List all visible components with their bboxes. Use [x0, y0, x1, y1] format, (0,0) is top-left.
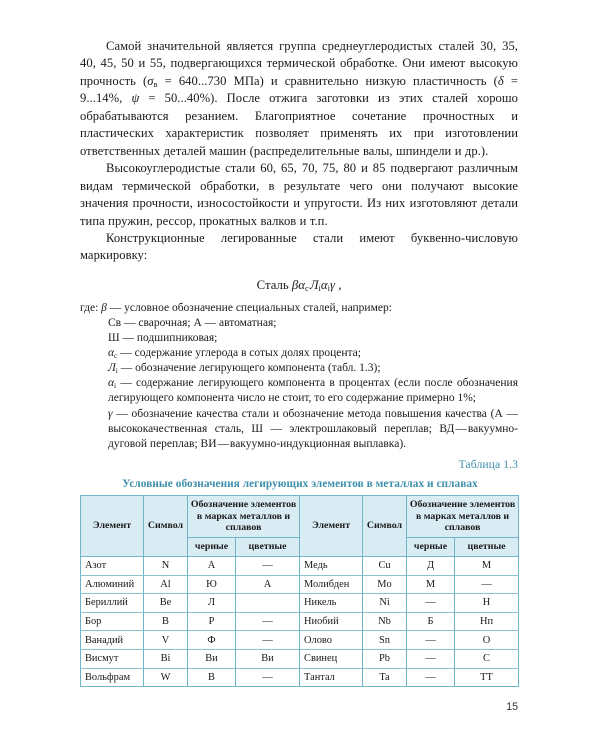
header-group-right: Обозначение элементов в марках металлов и сплавов — [407, 496, 519, 538]
table-cell: Л — [188, 594, 236, 613]
table-cell: Б — [407, 612, 455, 631]
table-cell: Висмут — [81, 649, 144, 668]
table-cell: Sn — [363, 631, 407, 650]
table-cell: А — [188, 557, 236, 576]
table-cell: Молибден — [300, 575, 363, 594]
header-symbol-right: Символ — [363, 496, 407, 557]
table-cell: — — [407, 594, 455, 613]
legend-line-alpha-i: $\alpha_i$ — содержание легирующего компонента в процентах (если после обозначения легирующего компонента число не стоит, то его содержание примерно 1%; — [108, 377, 518, 405]
header-element-left: Элемент — [81, 496, 144, 557]
table-cell: Ю — [188, 575, 236, 594]
table-row — [81, 649, 519, 668]
paragraph-medium-carbon-steels: Самой значительной является группа среднеуглеродистых сталей 30, 35, 40, 45, 50 и 55, подвергающихся термической обработке. Они имеют высокую прочность ($\sigma_в = 640...730$ МПа) и сравнительно низкую пластичность (δ = 9...14%, ψ = 50...40%). После отжига заготовки из этих сталей хорошо обрабатываются резанием. Благоприятное сочетание прочностных и пластических характеристик позволяет применять их при изготовлении ответственных деталей машин (распределительные валы, шпиндели и др.). — [80, 39, 518, 158]
table-cell: М — [407, 575, 455, 594]
table-cell: Нп — [455, 612, 519, 631]
header-symbol-left: Символ — [144, 496, 188, 557]
table-cell: Н — [455, 594, 519, 613]
table-cell: А — [236, 575, 300, 594]
header-sub-color-right: цветные — [455, 538, 519, 557]
legend-line-alpha-c: $\alpha_с$ — содержание углерода в сотых долях процента; — [108, 347, 361, 361]
table-row — [81, 612, 519, 631]
table-cell: Ви — [236, 649, 300, 668]
table-row — [81, 594, 519, 613]
table-cell: Бор — [81, 612, 144, 631]
header-sub-black-left: черные — [188, 538, 236, 557]
table-cell: Ф — [188, 631, 236, 650]
table-cell: — — [236, 612, 300, 631]
legend-line-sv-a: Св — сварочная; А — автоматная; — [108, 316, 277, 329]
table-cell: Тантал — [300, 668, 363, 687]
table-cell: Алюминий — [81, 575, 144, 594]
table-cell: — — [236, 631, 300, 650]
table-cell: Al — [144, 575, 188, 594]
header-sub-black-right: черные — [407, 538, 455, 557]
table-cell: — — [236, 668, 300, 687]
header-group-left: Обозначение элементов в марках металлов и сплавов — [188, 496, 300, 538]
table-cell: W — [144, 668, 188, 687]
table-cell: Бериллий — [81, 594, 144, 613]
table-cell: Р — [188, 612, 236, 631]
table-cell: Медь — [300, 557, 363, 576]
table-cell: Ta — [363, 668, 407, 687]
legend-line-beta: где: β — условное обозначение специальных сталей, например: — [80, 301, 392, 314]
table-cell: Cu — [363, 557, 407, 576]
table-cell: В — [188, 668, 236, 687]
table-caption: Условные обозначения легирующих элементов в металлах и сплавах — [122, 478, 478, 490]
table-cell: V — [144, 631, 188, 650]
page-number: 15 — [506, 701, 518, 713]
steel-marking-formula: Сталь $\beta\alpha_с$ $Л_i\alpha_i\gamma$ , — [256, 277, 342, 294]
table-cell: М — [455, 557, 519, 576]
legend-line-sh: Ш — подшипниковая; — [108, 332, 218, 345]
table-cell: Никель — [300, 594, 363, 613]
table-cell: Mo — [363, 575, 407, 594]
table-cell — [236, 594, 300, 613]
table-body — [81, 557, 519, 687]
table-cell: — — [236, 557, 300, 576]
table-row — [81, 557, 519, 576]
table-cell: Олово — [300, 631, 363, 650]
table-cell: Bi — [144, 649, 188, 668]
table-cell: Be — [144, 594, 188, 613]
body-text-column — [80, 38, 518, 452]
table-row — [81, 668, 519, 687]
legend-line-gamma: γ — обозначение качества стали и обозначение метода повышения качества (А — высококачественная сталь, Ш — электрошлаковый переплав; ВД — вакуумно-дуговой переплав; ВИ — вакуумно-индукционная выплавка). — [108, 407, 518, 450]
table-header-row-main — [81, 496, 519, 538]
table-header — [81, 496, 519, 557]
alloying-elements-table — [80, 495, 519, 687]
table-cell: О — [455, 631, 519, 650]
table-cell: Свинец — [300, 649, 363, 668]
table-row — [81, 631, 519, 650]
table-cell: ТТ — [455, 668, 519, 687]
paragraph-high-carbon-steels: Высокоуглеродистые стали 60, 65, 70, 75, 80 и 85 подвергают различным видам термической обработки, в результате чего они получают высокие значения прочности, износостойкости и упругости. Из них изготовляют детали типа пружин, рессор, прокатных валков и т.п. — [80, 161, 518, 228]
header-sub-color-left: цветные — [236, 538, 300, 557]
table-cell: Nb — [363, 612, 407, 631]
table-cell: Ванадий — [81, 631, 144, 650]
table-cell: С — [455, 649, 519, 668]
table-cell: — — [407, 631, 455, 650]
table-cell: Ni — [363, 594, 407, 613]
table-cell: B — [144, 612, 188, 631]
header-element-right: Элемент — [300, 496, 363, 557]
table-cell: — — [455, 575, 519, 594]
table-cell: — — [407, 649, 455, 668]
table-cell: N — [144, 557, 188, 576]
table-number-label: Таблица 1.3 — [458, 458, 518, 471]
table-cell: Pb — [363, 649, 407, 668]
table-cell: Вольфрам — [81, 668, 144, 687]
table-row — [81, 575, 519, 594]
paragraph-alloy-steel-marking: Конструкционные легированные стали имеют буквенно-числовую маркировку: — [80, 230, 518, 263]
table-cell: Ви — [188, 649, 236, 668]
legend-line-l-i: $Л_i$ — обозначение легирующего компонента (табл. 1.3); — [108, 362, 381, 376]
table-cell: Ниобий — [300, 612, 363, 631]
table-cell: Д — [407, 557, 455, 576]
table-cell: Азот — [81, 557, 144, 576]
table-cell: — — [407, 668, 455, 687]
formula-legend — [80, 301, 518, 452]
